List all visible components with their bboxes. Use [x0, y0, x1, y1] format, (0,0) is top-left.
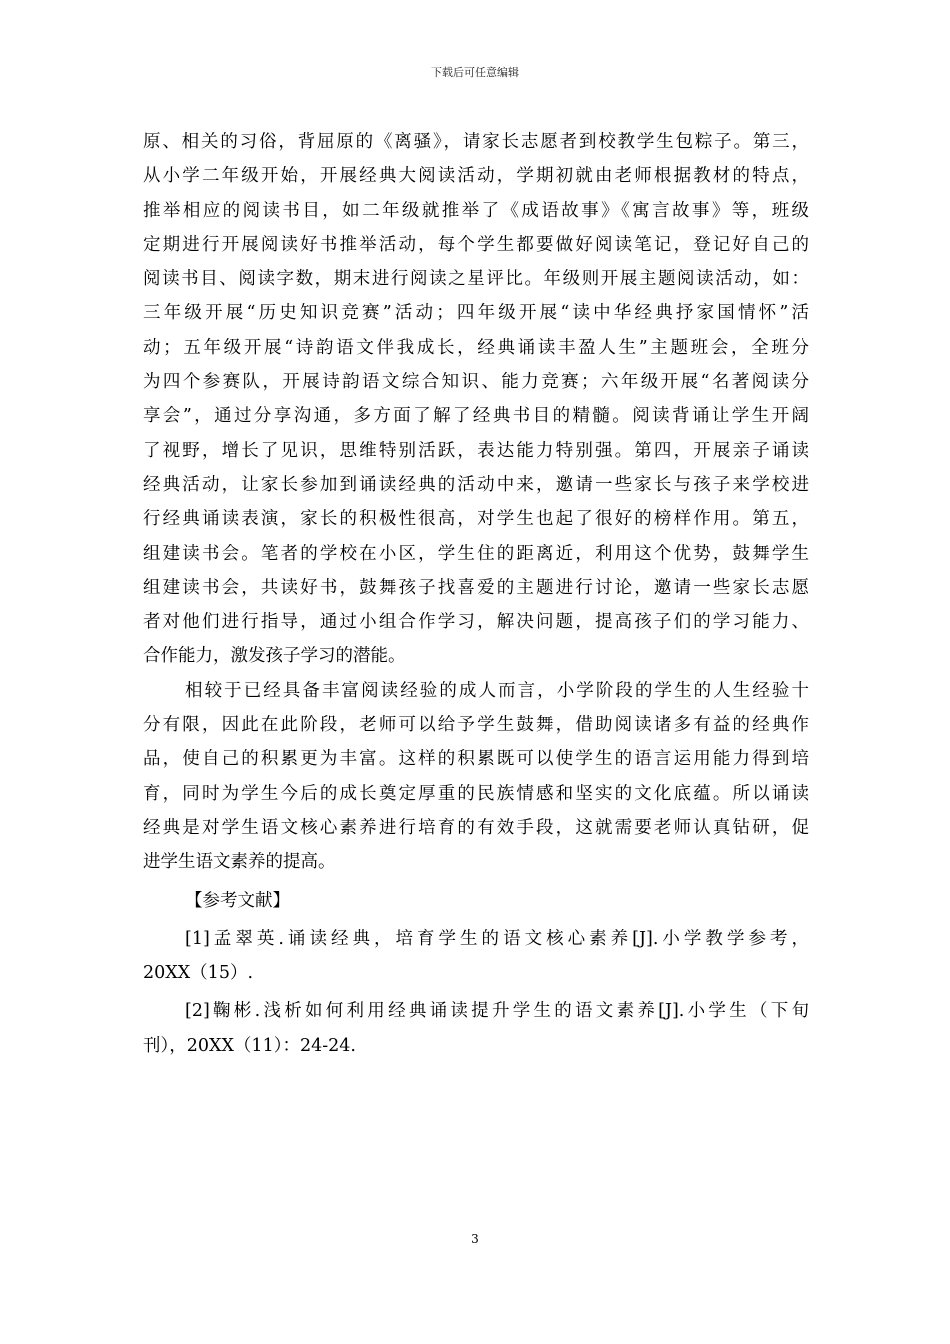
text-line: 合作能力，激发孩子学习的潜能。 [143, 646, 406, 667]
text-line: 育，同时为学生今后的成长奠定厚重的民族情感和坚实的文化底蕴。所以诵读 [143, 783, 809, 804]
reference-item [143, 994, 809, 1063]
text-line: 三年级开展“历史知识竞赛”活动；四年级开展“读中华经典抒家国情怀”活 [143, 303, 809, 324]
text-line: 动；五年级开展“诗韵语文伴我成长，经典诵读丰盈人生”主题班会，全班分 [143, 337, 809, 358]
text-line: 行经典诵读表演，家长的积极性很高，对学生也起了很好的榜样作用。第五， [143, 509, 809, 530]
text-line: 20XX（15）. [143, 963, 254, 984]
text-line: 刊），20XX（11）：24-24. [143, 1035, 356, 1056]
text-line: 组建读书会。笔者的学校在小区，学生住的距离近，利用这个优势，鼓舞学生 [143, 543, 809, 564]
text-line: 经典是对学生语文核心素养进行培育的有效手段，这就需要老师认真钻研，促 [143, 817, 809, 838]
reference-item [143, 922, 809, 991]
text-line: 阅读书目、阅读字数，期末进行阅读之星评比。年级则开展主题阅读活动，如： [143, 269, 809, 290]
text-line: 分有限，因此在此阶段，老师可以给予学生鼓舞，借助阅读诸多有益的经典作 [143, 715, 809, 736]
references-section [143, 884, 809, 1063]
text-line: [1]孟翠英.诵读经典，培育学生的语文核心素养[J].小学教学参考， [185, 928, 809, 949]
text-line: 享会”，通过分享沟通，多方面了解了经典书目的精髓。阅读背诵让学生开阔 [143, 406, 809, 427]
text-line: 组建读书会，共读好书，鼓舞孩子找喜爱的主题进行讨论，邀请一些家长志愿 [143, 577, 809, 598]
text-line: 品，使自己的积累更为丰富。这样的积累既可以使学生的语言运用能力得到培 [143, 749, 809, 770]
text-line: 了视野，增长了见识，思维特别活跃，表达能力特别强。第四，开展亲子诵读 [143, 440, 809, 461]
page-number: 3 [471, 1232, 479, 1246]
text-line: 为四个参赛队，开展诗韵语文综合知识、能力竞赛；六年级开展“名著阅读分 [143, 372, 809, 393]
text-line: 经典活动，让家长参加到诵读经典的活动中来，邀请一些家长与孩子来学校进 [143, 474, 809, 495]
text-line: 相较于已经具备丰富阅读经验的成人而言，小学阶段的学生的人生经验十 [185, 680, 809, 701]
text-line: 者对他们进行指导，通过小组合作学习，解决问题，提高孩子们的学习能力、 [143, 612, 809, 633]
page-header: 下载后可任意编辑 [431, 66, 519, 79]
references-heading: 【参考文献】 [185, 890, 290, 911]
text-line: [2]鞠彬.浅析如何利用经典诵读提升学生的语文素养[J].小学生（下旬 [185, 1001, 809, 1022]
text-line: 原、相关的习俗，背屈原的《离骚》，请家长志愿者到校教学生包粽子。第三， [143, 132, 809, 152]
text-line: 进学生语文素养的提高。 [143, 852, 336, 873]
paragraph-activities [143, 125, 809, 674]
paragraph-conclusion [143, 674, 809, 880]
text-line: 定期进行开展阅读好书推举活动，每个学生都要做好阅读笔记，登记好自己的 [143, 234, 809, 255]
document-body [143, 125, 809, 1063]
text-line: 从小学二年级开始，开展经典大阅读活动，学期初就由老师根据教材的特点， [143, 166, 809, 187]
text-line: 推举相应的阅读书目，如二年级就推举了《成语故事》《寓言故事》等，班级 [143, 200, 809, 221]
